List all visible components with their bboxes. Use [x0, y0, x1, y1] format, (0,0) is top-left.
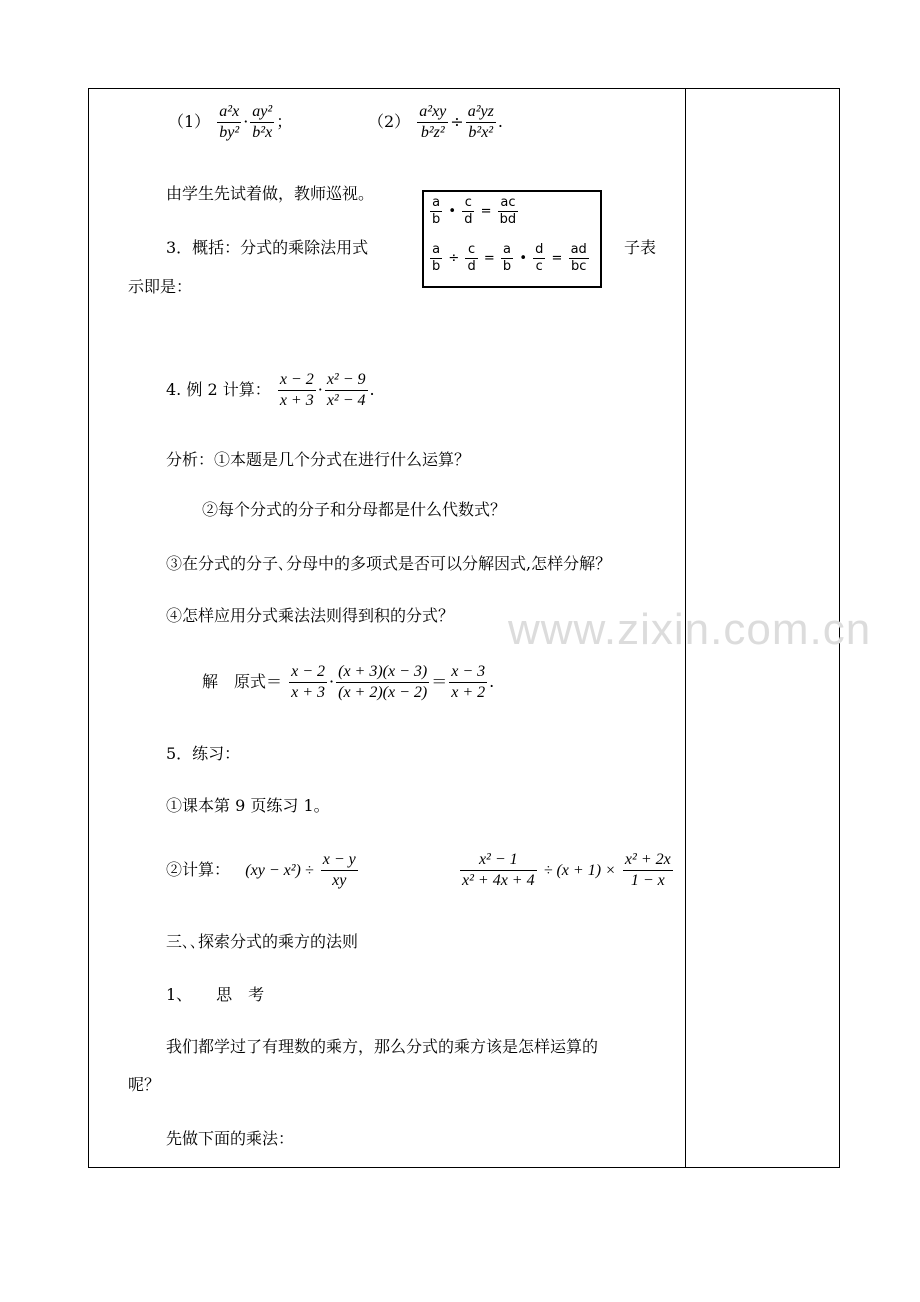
section-3-title: 三､､探索分式的乘方的法则	[166, 932, 359, 951]
example-2: 4. 例 2 计算： $\frac{x - 2}{x + 3}$ · $\frac{\text{x² − 9}}{\text{x² − 4}}$ .	[166, 371, 375, 409]
problem-1: （1） $\frac{\text{a²x}}{\text{by²}}$ · $\frac{\text{ay²}}{\text{b²x}}$ ；	[168, 103, 293, 141]
practice-item-1: ①课本第 9 页练习 1。	[166, 796, 330, 815]
summary-text-c: 示即是：	[128, 277, 193, 296]
section-3-next: 先做下面的乘法：	[166, 1129, 295, 1148]
student-line: 由学生先试着做，教师巡视。	[166, 184, 375, 203]
watermark: www.zixin.com.cn	[508, 605, 872, 654]
summary-text-a: 3．概括：分式的乘除法用式	[166, 238, 369, 257]
section-3-question-line-2: 呢？	[128, 1075, 161, 1094]
rule-box	[422, 190, 602, 288]
practice-item-2: ②计算： (xy − x²) ÷ $\frac{x - y}{xy}$	[166, 851, 356, 889]
multiplication-rule: $\frac{a}{b}$ • $\frac{c}{d}$ = $\frac{ac}{bd}$	[432, 195, 517, 227]
division-rule: $\frac{a}{b}$ ÷ $\frac{c}{d}$ = $\frac{a}{b}$ • $\frac{d}{c}$ = $\frac{ad}{bc}$	[432, 242, 587, 274]
analysis-q4: ④怎样应用分式乘法法则得到积的分式？	[166, 606, 455, 625]
section-3-question-line-1: 我们都学过了有理数的乘方，那么分式的乘方该是怎样运算的	[166, 1037, 599, 1056]
practice-title: 5．练习：	[166, 744, 241, 763]
solution: 解 原式＝ $\frac{x - 2}{x + 3}$ · $\frac{(x + 3)(x - 3)}{(x + 2)(x - 2)}$ ＝ $\frac{x - 3}{x + 2}$ .	[202, 663, 495, 701]
practice-expression-2: $\frac{\text{x² − 1}}{\text{x² + 4x + 4}}$ ÷ (x + 1) × $\frac{\text{x² + 2x}}{1 - x}$	[462, 851, 671, 889]
analysis-q2: ②每个分式的分子和分母都是什么代数式？	[202, 500, 507, 519]
analysis-q1: 分析：①本题是几个分式在进行什么运算？	[166, 450, 471, 469]
problem-2: （2） $\frac{\text{a²xy}}{\text{b²z²}}$ ÷ $\frac{\text{a²yz}}{\text{b²x²}}$ .	[368, 103, 503, 141]
section-3-think: 1、 思 考	[166, 985, 265, 1004]
summary-text-b: 子表	[624, 238, 657, 257]
analysis-q3: ③在分式的分子､分母中的多项式是否可以分解因式,怎样分解？	[166, 554, 612, 573]
